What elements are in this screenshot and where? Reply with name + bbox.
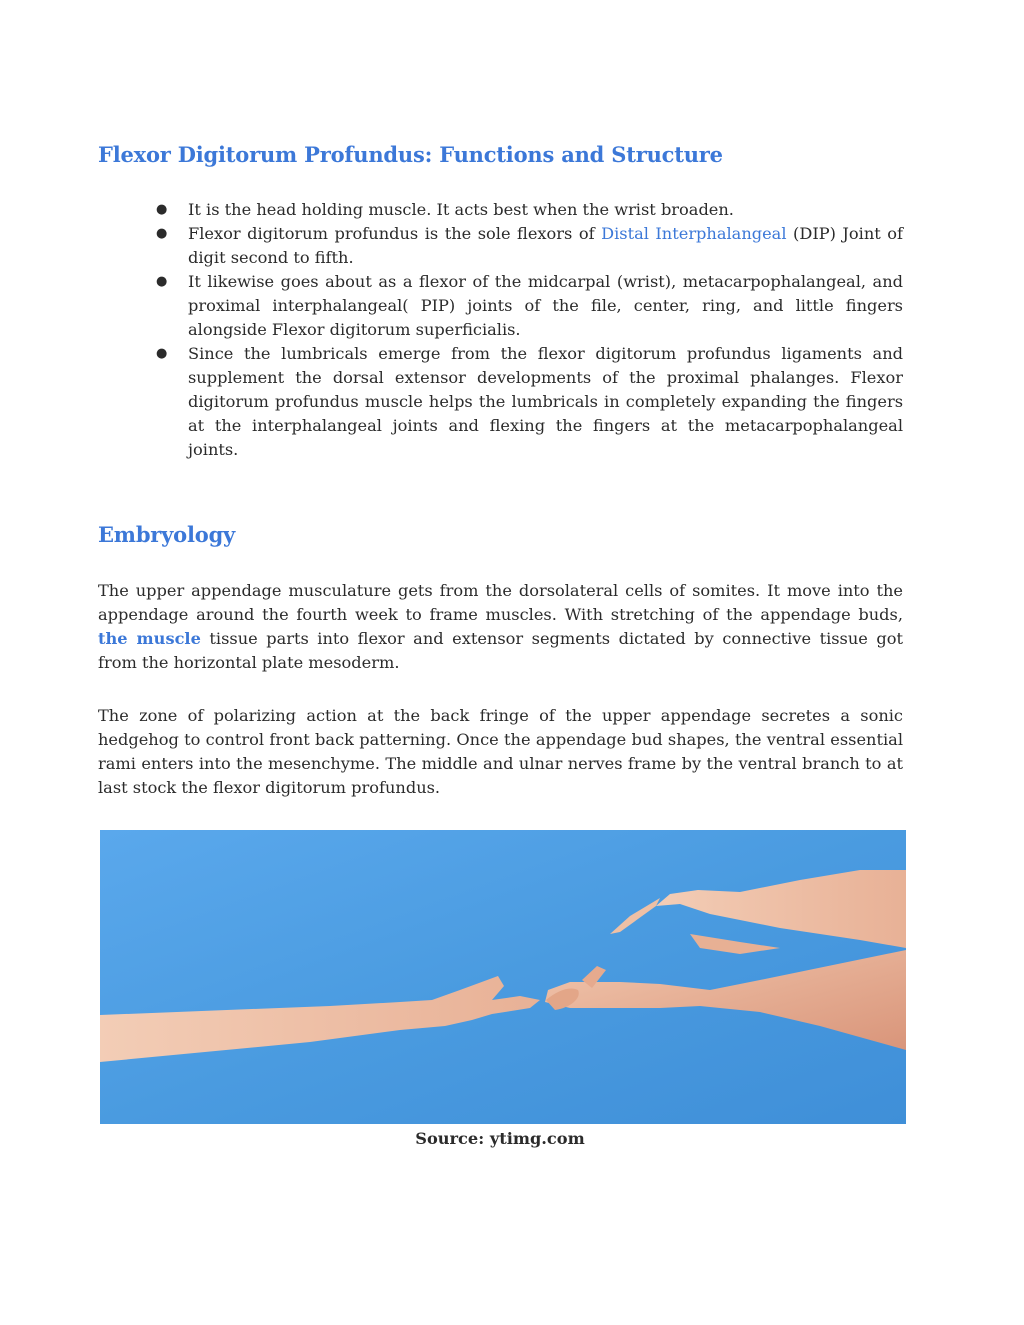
function-bullet-list [154, 198, 903, 462]
embryology-paragraph-1 [98, 579, 903, 675]
bullet-icon: ● [156, 226, 168, 241]
distal-interphalangeal-link[interactable]: Distal Interphalangeal [601, 224, 787, 243]
bullet-icon: ● [156, 346, 168, 361]
hands-photo [100, 830, 906, 1124]
section-heading-flexor: Flexor Digitorum Profundus: Functions and Structure [98, 142, 723, 167]
bullet-text: Since the lumbricals emerge from the flexor digitorum profundus ligaments and supplement the dorsal extensor developments of the proximal phalanges. Flexor digitorum profundus muscle helps the lumbricals in completely expanding the fingers at the interphalangeal joints and flexing the fingers at the metacarpophalangeal joints. [188, 344, 903, 459]
list-item [154, 222, 903, 270]
paragraph-text: tissue parts into flexor and extensor segments dictated by connective tissue got from the horizontal plate mesoderm. [98, 629, 903, 672]
bullet-text: It likewise goes about as a flexor of the midcarpal (wrist), metacarpophalangeal, and proximal interphalangeal( PIP) joints of the file, center, ring, and little fingers alongside Flexor digitorum superficialis. [188, 272, 903, 339]
the-muscle-link[interactable]: the muscle [98, 629, 201, 648]
bullet-text: (DIP) Joint of digit second to fifth. [188, 224, 904, 267]
hands-photo-illustration [100, 830, 906, 1124]
list-item [154, 198, 903, 222]
bullet-icon: ● [156, 274, 168, 289]
paragraph-text: The upper appendage musculature gets from the dorsolateral cells of somites. It move into the appendage around the fourth week to frame muscles. With stretching of the appendage buds, [98, 581, 903, 624]
list-item [154, 270, 903, 342]
embryology-paragraph-2: The zone of polarizing action at the back fringe of the upper appendage secretes a sonic hedgehog to control front back patterning. Once the appendage bud shapes, the ventral essential rami enters into the mesenchyme. The middle and ulnar nerves frame by the ventral branch to at last stock the flexor digitorum profundus. [98, 706, 903, 797]
list-item [154, 342, 903, 462]
figure-caption: Source: ytimg.com [415, 1129, 585, 1148]
bullet-text: It is the head holding muscle. It acts best when the wrist broaden. [188, 200, 734, 219]
section-heading-embryology: Embryology [98, 522, 236, 547]
bullet-icon: ● [156, 202, 168, 217]
bullet-text: Flexor digitorum profundus is the sole flexors of [188, 224, 602, 243]
